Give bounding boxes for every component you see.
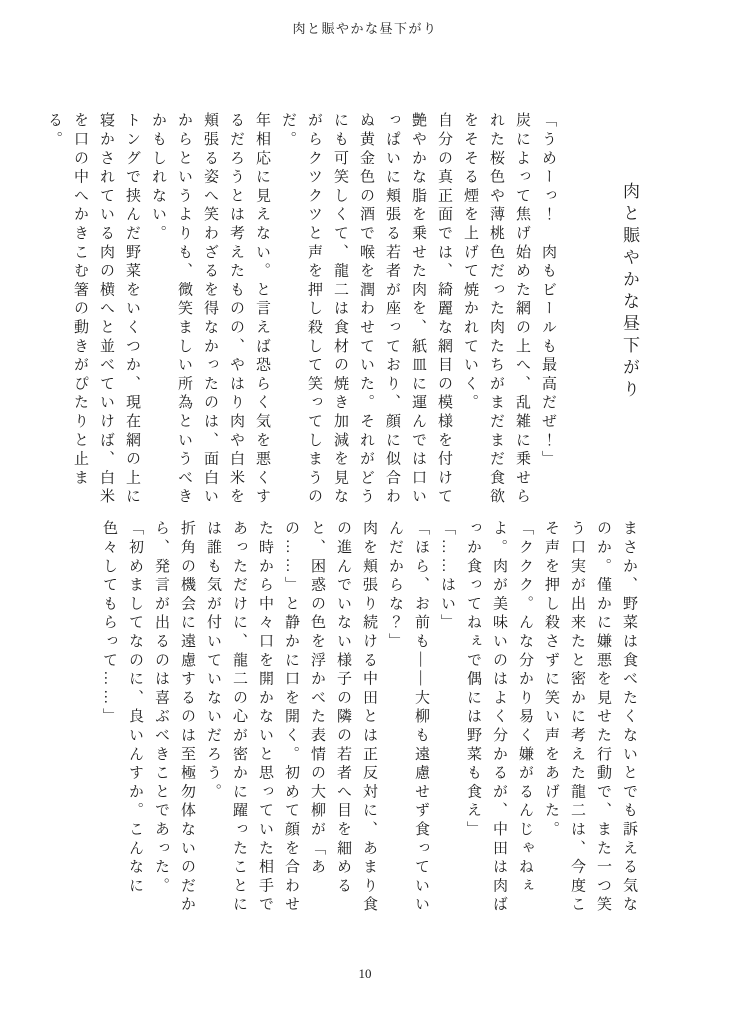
story-paragraph: 「うめーっ！ 肉もビールも最高だぜ！」 xyxy=(540,112,556,470)
story-paragraph: 「……はい」 xyxy=(439,520,455,633)
story-paragraph: 「初めましてなのに、良いんすか。こんなに色々してもらって……」 xyxy=(101,520,143,896)
page-number: 10 xyxy=(358,966,372,981)
story-paragraph: まさか、野菜は食べたくないとでも訴える気なのか。僅かに嫌悪を見せた行動で、また一つ笑う口実が出来たと密かに考えた龍二は、今度こそ声を押し殺さずに笑い声をあげた。 xyxy=(543,520,637,915)
running-header: 肉と賑やかな昼下がり xyxy=(292,21,438,36)
story-title: 肉と賑やかな昼下がり xyxy=(620,182,639,402)
upper-text-block xyxy=(41,112,642,517)
story-paragraph: 自分の真正面では、綺麗な網目の模様を付けて艶やかな脂を乗せた肉を、紙皿に運んでは口いっぱいに頬張る若者が座っており、顔に似合わぬ黄金色の酒で喉を潤わせていた。それがどうにも可笑しくて、龍二は食材の焼き加減を見ながらクツクツと声を押し殺して笑ってしまうのだ。 xyxy=(280,112,452,507)
story-paragraph: 炭によって焦げ始めた網の上へ、乱雑に乗せられた桜色や薄桃色だった肉たちがまだまだ食欲をそそる煙を上げて焼かれていく。 xyxy=(462,112,530,507)
story-paragraph: 折角の機会に遠慮するのは至極勿体ないのだから、発言が出るのは喜ぶべきことであった。 xyxy=(153,520,195,915)
story-paragraph: 「ククク。んな分かり易く嫌がるんじゃねぇよ。肉が美味いのはよく分かるが、中田は肉ばっか食ってねぇで偶には野菜も食え」 xyxy=(465,520,533,915)
lower-text-block xyxy=(96,520,642,925)
story-paragraph: 年相応に見えない。と言えば恐らく気を悪くするだろうとは考えたものの、やはり肉や白米を頬張る姿へ笑わざるを得なかったのは、面白いからというよりも、微笑ましい所為というべきかもしれない。 xyxy=(150,112,270,507)
story-paragraph: トングで挟んだ野菜をいくつか、現在網の上に寝かされている肉の横へと並べていけば、白米を口の中へかきこむ箸の動きがぴたりと止まる。 xyxy=(46,112,140,507)
story-paragraph: 「ほら、お前も――大柳も遠慮せず食っていいんだからな？」 xyxy=(387,520,429,915)
story-paragraph: 肉を頬張り続ける中田とは正反対に、あまり食の進んでいない様子の隣の若者へ目を細めると、困惑の色を浮かべた表情の大柳が「あの……」と静かに口を開く。初めて顔を合わせた時から中々口を開かないと思っていた相手であっただけに、龍二の心が密かに躍ったことには誰も気が付いていないだろう。 xyxy=(205,520,377,915)
